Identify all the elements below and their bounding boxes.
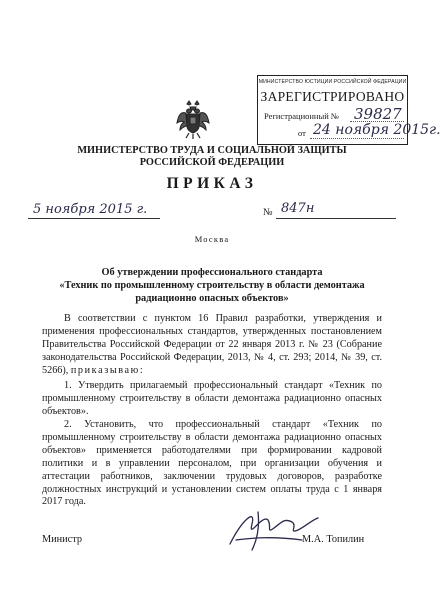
stamp-title: ЗАРЕГИСТРИРОВАНО bbox=[260, 89, 405, 104]
preamble-paragraph bbox=[42, 313, 382, 378]
date-underline bbox=[28, 218, 160, 219]
ministry-name bbox=[60, 145, 364, 168]
subject-line-2: «Техник по промышленному строительству в области демонтажа bbox=[59, 280, 365, 291]
stamp-registration-label: Регистрационный № bbox=[264, 111, 339, 121]
number-underline bbox=[276, 218, 396, 219]
number-sign: № bbox=[263, 207, 273, 218]
order-number-handwritten: 847н bbox=[281, 201, 315, 216]
ministry-line-1: МИНИСТЕРСТВО ТРУДА И СОЦИАЛЬНОЙ ЗАЩИТЫ bbox=[77, 145, 347, 156]
signer-title: Министр bbox=[42, 534, 83, 545]
document-type-title: ПРИКАЗ bbox=[166, 175, 258, 192]
signer-name: М.А. Топилин bbox=[302, 534, 365, 545]
stamp-date-value: 24 ноября 2015г. bbox=[313, 122, 441, 138]
order-verb: приказываю: bbox=[70, 364, 145, 376]
stamp-registration-number: 39827 bbox=[354, 105, 402, 123]
clause-2-paragraph: 2. Установить, что профессиональный стандарт «Техник по промышленному строительству в области демонтажа радиационно опасных объектов» применяется работодателями при формировании кадровой политики и в управлении персоналом, при организации обучения и аттестации работников, заключении трудовых договоров, разработке должностных инструкций и установлении систем оплаты труда с 1 января 2017 года. bbox=[42, 419, 382, 508]
registration-stamp bbox=[257, 75, 441, 145]
handwritten-signature bbox=[222, 500, 322, 556]
stamp-date-label: от bbox=[298, 128, 306, 138]
city-name: Москва bbox=[194, 234, 230, 244]
subject-line-3: радиационно опасных объектов» bbox=[135, 293, 289, 304]
clause-1-paragraph: 1. Утвердить прилагаемый профессиональный стандарт «Техник по промышленному строительству в области демонтажа радиационно опасных объектов». bbox=[42, 380, 382, 417]
ministry-line-2: РОССИЙСКОЙ ФЕДЕРАЦИИ bbox=[139, 156, 285, 168]
order-date-handwritten: 5 ноября 2015 г. bbox=[33, 202, 148, 217]
subject-line-1: Об утверждении профессионального стандарта bbox=[101, 267, 323, 278]
coat-of-arms-emblem bbox=[176, 100, 210, 140]
stamp-ministry-name: МИНИСТЕРСТВО ЮСТИЦИИ РОССИЙСКОЙ ФЕДЕРАЦИИ bbox=[258, 79, 407, 85]
order-subject bbox=[50, 266, 374, 305]
preamble-text: В соответствии с пунктом 16 Правил разработки, утверждения и применения профессиональных стандартов, утвержденных постановлением Правительства Российской Федерации от 22 января 2013 г. № 23 (Собрание законодательства Российской Федерации, 2013, № 4, ст. 293; 2014, № 39, ст. 5266), bbox=[42, 313, 382, 376]
